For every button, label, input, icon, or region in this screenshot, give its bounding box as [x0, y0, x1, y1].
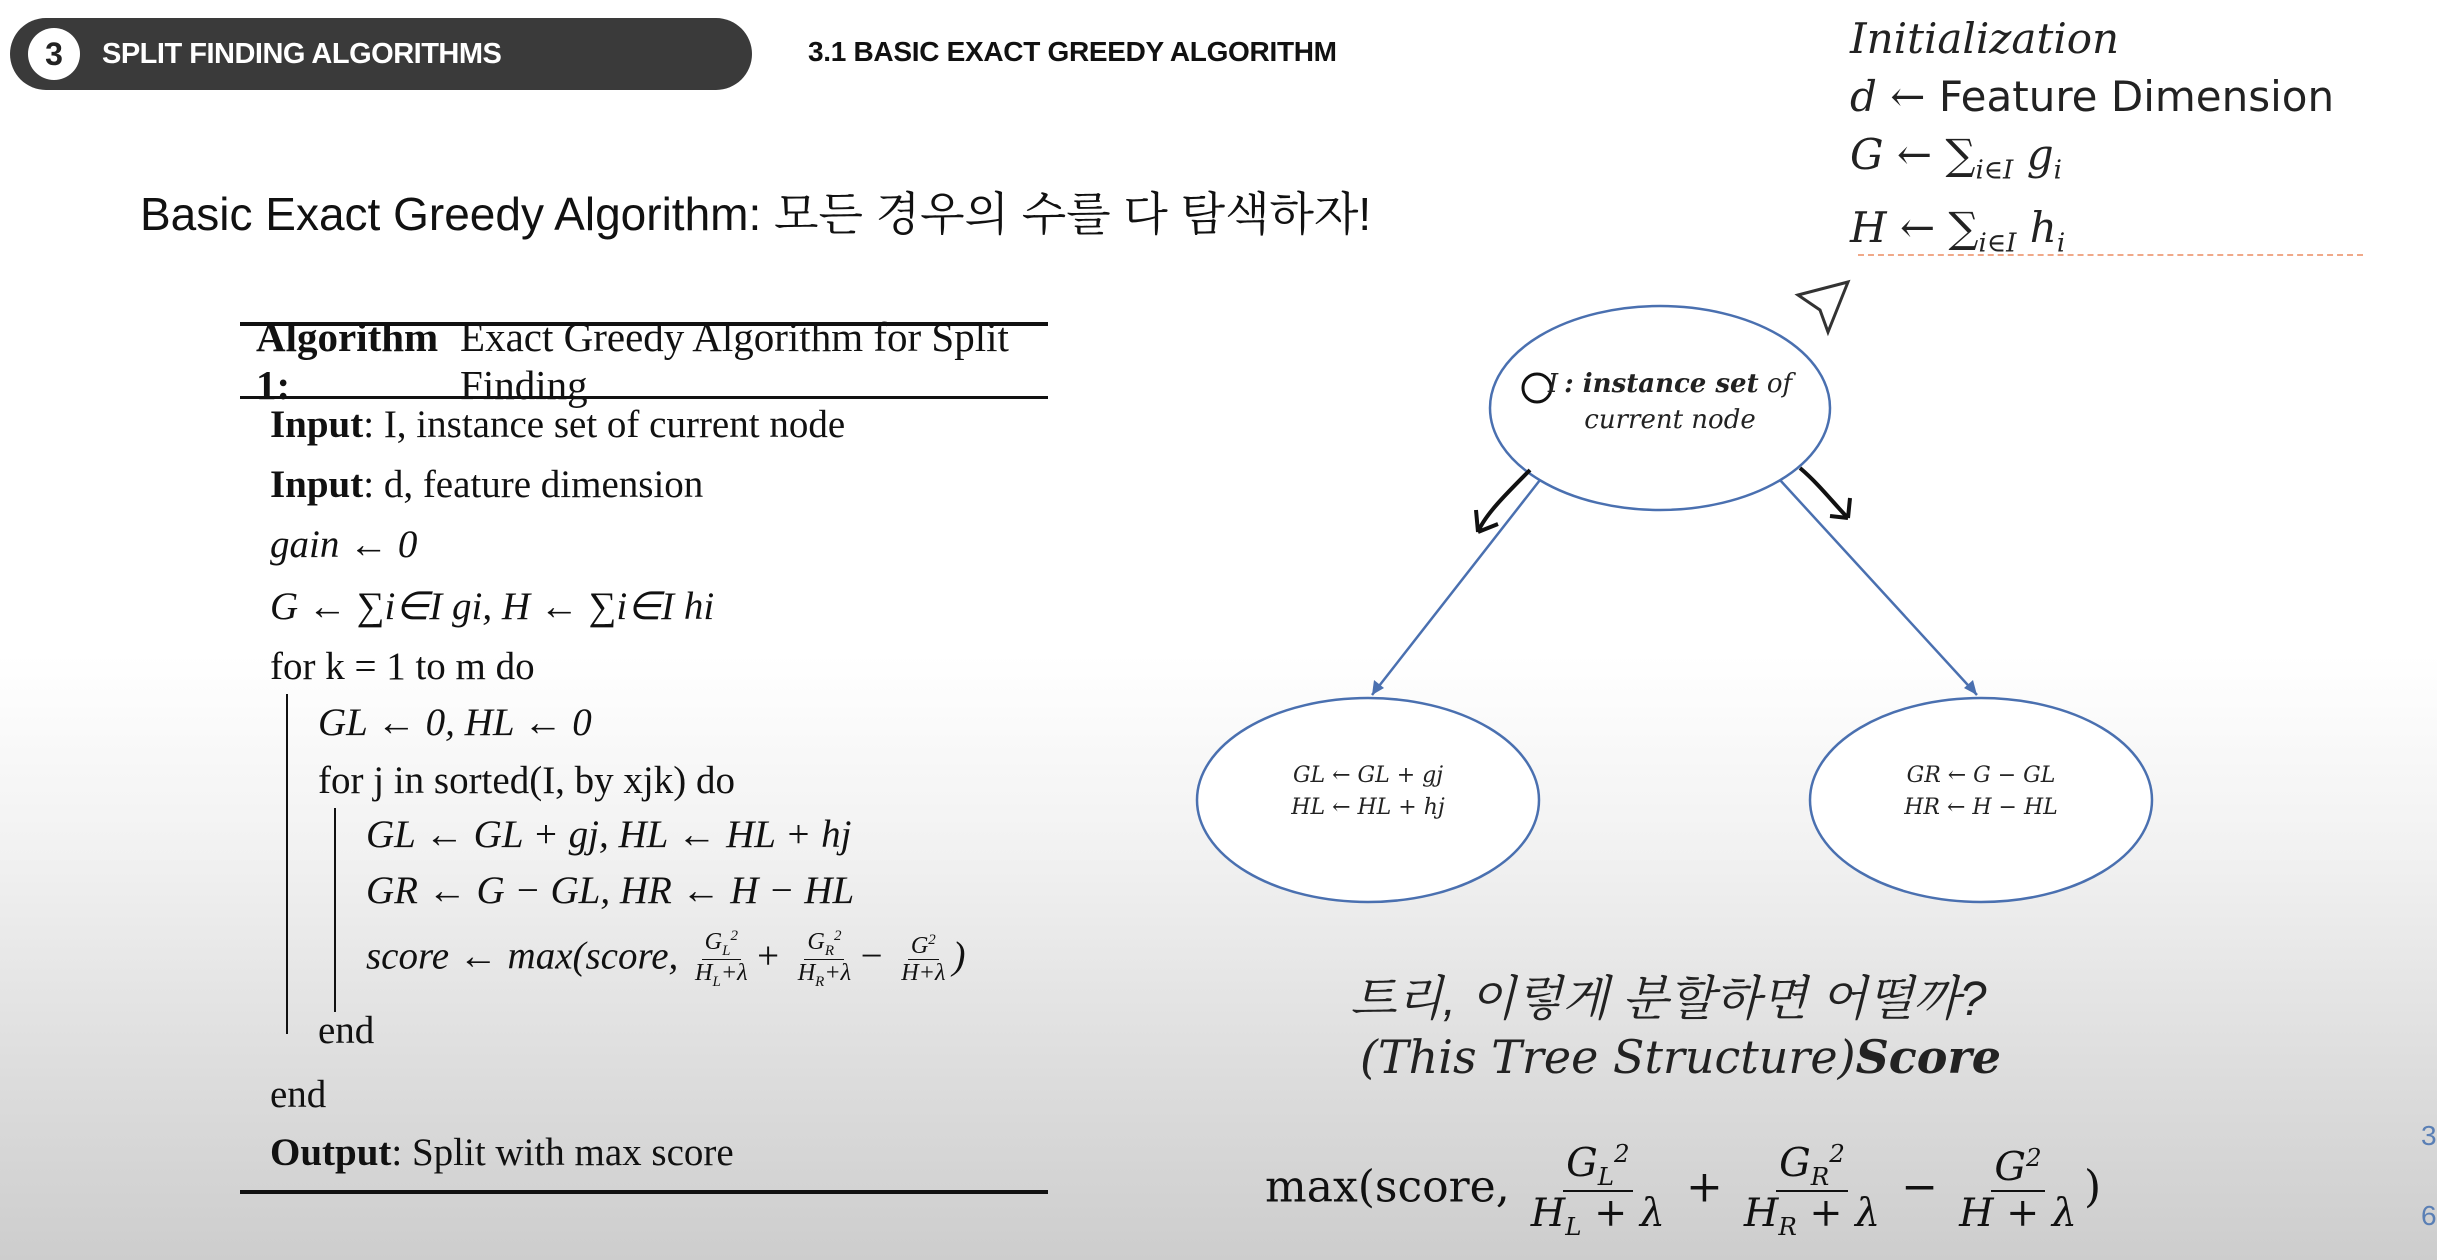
- algorithm-caption-label: Algorithm 1:: [256, 314, 439, 408]
- algo-input-2: Input: d, feature dimension: [270, 463, 704, 506]
- algo-score-line: score ← max(score, $\frac{G_L^2}{H_L+\lambda}$ + $\frac{G_R^2}{H_R+\lambda}$ − $\frac{G^2}{H+\lambda}$ ): [366, 928, 966, 991]
- algorithm-caption: [240, 314, 1048, 408]
- init-d-line: d ← Feature Dimension: [1850, 72, 2335, 121]
- subsection-title: 3.1 BASIC EXACT GREEDY ALGORITHM: [808, 36, 1337, 67]
- initialization-title: Initialization: [1850, 14, 2120, 63]
- algo-input-1: Input: I, instance set of current node: [270, 403, 846, 446]
- algo-update-right: GR ← G − GL, HR ← H − HL: [366, 869, 855, 912]
- algo-inner-loop-bar: [334, 808, 336, 1012]
- section-pill: [10, 18, 752, 90]
- init-g-line: G ← $\sum_{i\in I}$ $g_i$: [1850, 130, 2062, 186]
- algo-end-inner: end: [318, 1009, 375, 1052]
- algo-for-k: for k = 1 to m do: [270, 645, 535, 688]
- section-title: SPLIT FINDING ALGORITHMS: [102, 37, 502, 70]
- left-handdrawn-arrowhead: [1476, 510, 1498, 532]
- algo-end-outer: end: [270, 1073, 327, 1116]
- algo-output: Output: Split with max score: [270, 1131, 734, 1174]
- slide-headline: Basic Exact Greedy Algorithm: 모든 경우의 수를 다 탐색하자!: [140, 188, 1372, 240]
- root-letter: I: [1547, 369, 1559, 399]
- dashed-divider: [1858, 254, 2363, 256]
- algorithm-box: [240, 314, 1048, 1174]
- edge-glyph-1: 3: [2421, 1120, 2437, 1151]
- left-node-label: GL ← GL + gj HL ← HL + hj: [1291, 763, 1445, 820]
- left-edge: [1372, 480, 1540, 695]
- section-number-badge: 3: [28, 28, 80, 80]
- edge-glyph-2: 6: [2421, 1200, 2437, 1231]
- algo-update-left: GL ← GL + gj, HL ← HL + hj: [366, 813, 852, 856]
- init-h-line: H ← $\sum_{i\in I}$ $h_i$: [1850, 203, 2066, 259]
- algorithm-bottom-rule: [240, 1190, 1048, 1194]
- root-node-label: I : instance set of current node: [1547, 369, 1793, 435]
- algo-init-left: GL ← 0, HL ← 0: [318, 701, 592, 744]
- score-formula: max(score, $\frac{G_L^2}{H_L + \lambda}$ + $\frac{G_R^2}{H_R + \lambda}$ − $\frac{G^2}{H + \lambda}$ ): [1265, 1139, 2102, 1241]
- algo-for-j: for j in sorted(I, by xjk) do: [318, 759, 736, 802]
- right-node-label: GR ← G − GL HR ← H − HL: [1904, 763, 2058, 820]
- question-english: (This Tree Structure)Score: [1360, 1030, 2001, 1084]
- algo-gh-init: G ← ∑i∈I gi, H ← ∑i∈I hi: [270, 585, 715, 628]
- cursor-pointer-icon: [1798, 282, 1848, 332]
- algo-outer-loop-bar: [286, 694, 288, 1034]
- right-edge: [1780, 480, 1977, 695]
- question-korean: 트리, 이렇게 분할하면 어떨까?: [1350, 973, 1987, 1026]
- algorithm-caption-text: Exact Greedy Algorithm for Split Finding: [460, 314, 1009, 408]
- algo-gain-init: gain ← 0: [270, 523, 418, 566]
- initialization-block: [1850, 10, 2334, 273]
